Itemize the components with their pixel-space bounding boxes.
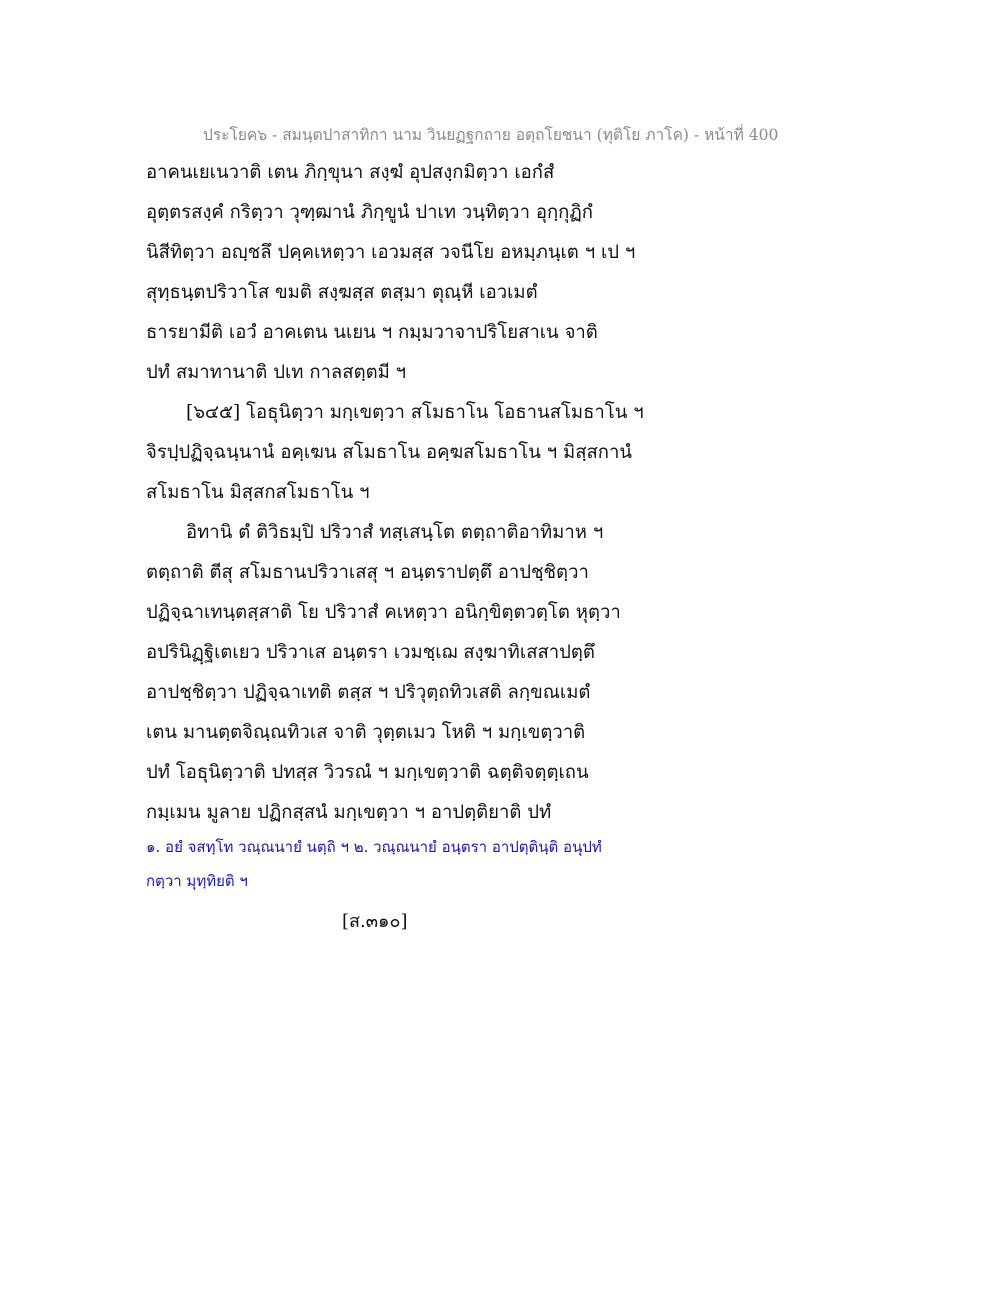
text-line: อาปชฺชิตฺวา ปฏิจฺฉาเทติ ตสฺส ฯ ปริวุตฺถทิวเสติ ลกฺขณเมตํ <box>146 682 591 703</box>
footnotes <box>146 836 686 904</box>
text-line: อุตฺตรสงฺคํ กริตฺวา วุฑฺฒานํ ภิกฺขูนํ ปาเท วนฺทิตฺวา อุกฺกุฏิกํ <box>146 202 593 223</box>
text-line: จิรปฺปฏิจฺฉนฺนานํ อคฺเฆน สโมธาโน อคฺฆสโมธาโน ฯ มิสฺสกานํ <box>146 442 633 463</box>
text-line: [๖๔๕] โอธุนิตฺวา มกฺเขตฺวา สโมธาโน โอธานสโมธาโน ฯ <box>186 402 644 423</box>
text-line: ตตฺถาติ ตีสุ สโมธานปริวาเสสุ ฯ อนฺตราปตฺตึ อาปชฺชิตฺวา <box>146 562 589 583</box>
text-line: ปทํ โอธุนิตฺวาติ ปทสฺส วิวรณํ ฯ มกฺเขตฺวาติ ฉตฺติจตฺตฺเถน <box>146 762 589 783</box>
text-line: ปทํ สมาทานาติ ปเท กาลสตฺตมี ฯ <box>146 362 407 383</box>
text-line: กมฺเมน มูลาย ปฏิกสฺสนํ มกฺเขตฺวา ฯ อาปตฺติยาติ ปทํ <box>146 802 552 823</box>
text-line: อิทานิ ตํ ติวิธมฺปิ ปริวาสํ ทสฺเสนฺโต ตตฺถาติอาทิมาห ฯ <box>186 522 604 543</box>
body-text <box>146 160 686 840</box>
text-line: อปรินิฏฺฐิเตเยว ปริวาเส อนฺตรา เวมชฺเฌ สงฺฆาทิเสสาปตฺตึ <box>146 642 595 663</box>
text-line: อาคนเยเนวาติ เตน ภิกฺขุนา สงฺฆํ อุปสงฺกมิตฺวา เอกํสํ <box>146 162 555 183</box>
page-reference: [ส.๓๑๐] <box>342 911 408 932</box>
text-line: ปฏิจฺฉาเทนฺตสฺสาติ โย ปริวาสํ คเหตฺวา อนิกฺขิตฺตวตฺโต หุตฺวา <box>146 602 621 623</box>
footnote-line: ๑. อยํ จสทฺโท วณฺณนายํ นตฺถิ ฯ ๒. วณฺณนายํ อนฺตรา อาปตฺตินฺติ อนุปทํ <box>146 838 602 856</box>
text-line: นิสีทิตฺวา อญฺชลึ ปคฺคเหตฺวา เอวมสฺส วจนีโย อหมฺภนฺเต ฯ เป ฯ <box>146 242 636 263</box>
page-header: ประโยค๖ - สมนฺตปาสาทิกา นาม วินยฏฐกถาย อตฺถโยชนา (ทุติโย ภาโค) - หน้าที่ 400 <box>203 126 779 144</box>
text-line: ธารยามีติ เอวํ อาคเตน นเยน ฯ กมฺมวาจาปริโยสาเน จาติ <box>146 322 598 343</box>
footnote-line: กตฺวา มุทฺทิยติ ฯ <box>146 872 248 890</box>
text-line: สุทฺธนฺตปริวาโส ขมติ สงฺฆสฺส ตสฺมา ตุณฺหี เอวเมตํ <box>146 282 538 303</box>
text-line: สโมธาโน มิสฺสกสโมธาโน ฯ <box>146 482 370 503</box>
text-line: เตน มานตฺตจิณฺณทิวเส จาติ วุตฺตเมว โหติ ฯ มกฺเขตฺวาติ <box>146 722 586 743</box>
